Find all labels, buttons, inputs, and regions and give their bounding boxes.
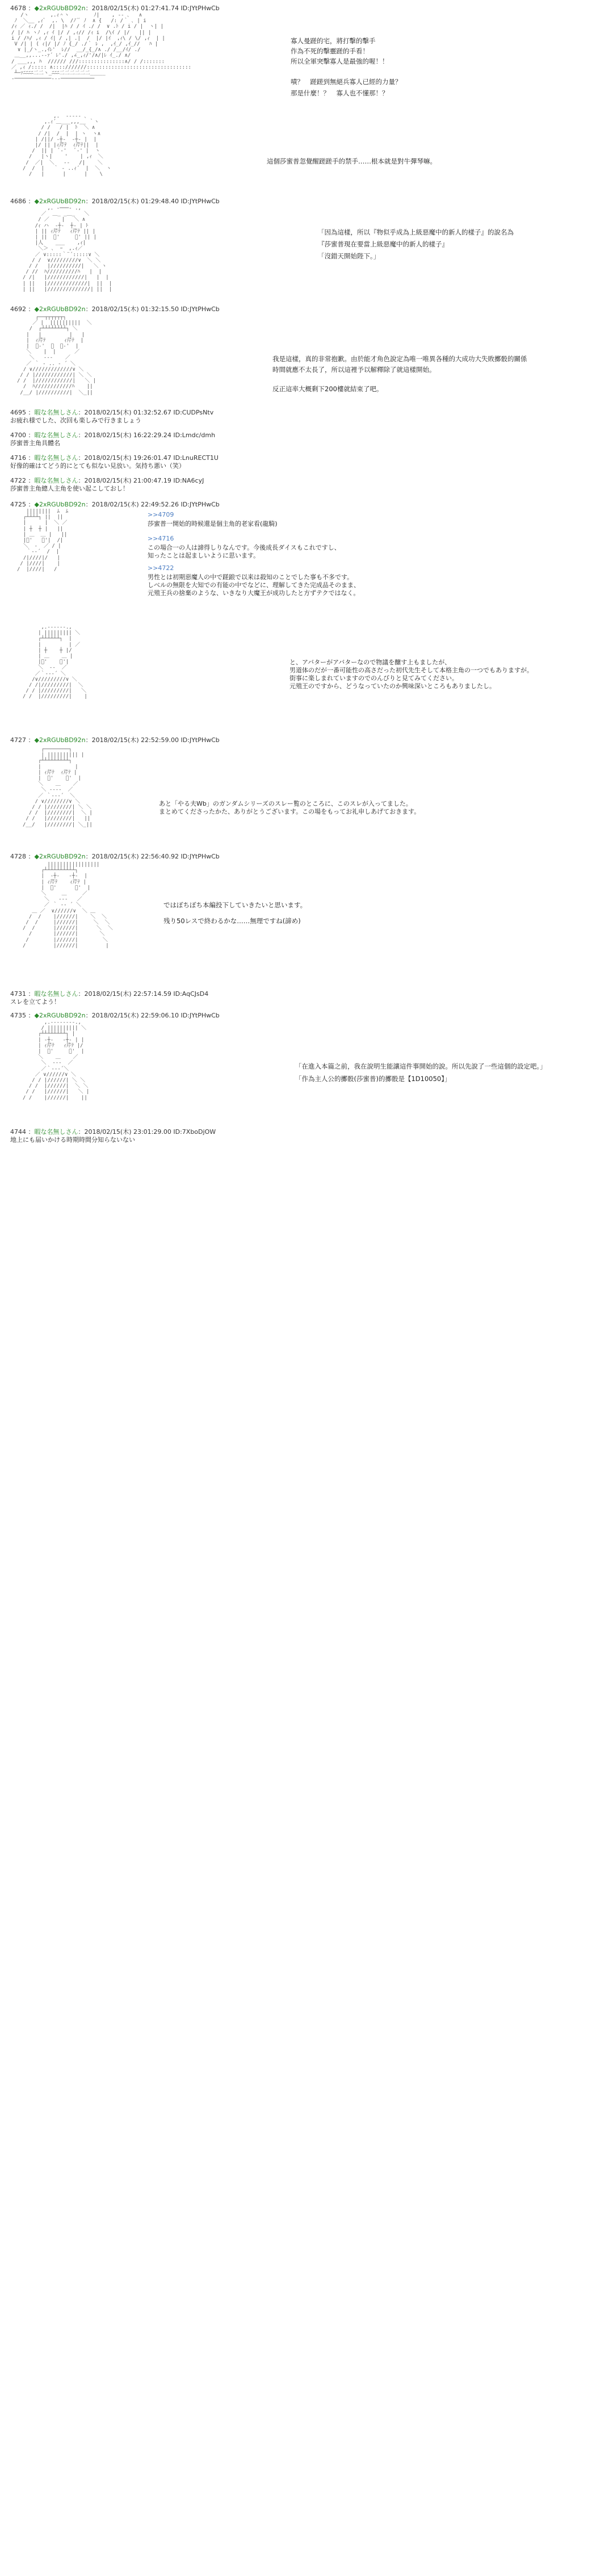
- ascii-art: ||||||||||||||||| ┌┴┴┴┴┴┴┴┴┴┴┐ | ‐┼‐ ‐┼‐ | | ｨ芹ﾃ ｨ芹ﾃ | | ﾞ' ﾞ' | ＼ ＿ ／ ＼ ‐‐‐ ／ ／ ｀ ‐‐ ´ ＼ ＿ ／ ∨//////∨ ＼ ＿ / / |//////| ＼ ＼ / / |//////| ＼ ＼ / / |//////| ＼ ＼ / |//////| ＼ / |//////| ＼ / |//////| |: [23, 862, 113, 949]
- dialogue-line: 「在進入本篇之前，我在說明生能讓這件事開始的說。所以先說了一些這個的設定吧。」: [295, 1062, 547, 1070]
- ascii-art: ┌──┬┬┬┬┬┬┐ ／ | |||||||||| ＼ / ┌┴┴┴┴┴┴┴┴┐ ＼ | | | | | ｨ芹ﾃ ｨ芹ﾃ | | ﾞ‐' ＿ ﾞ‐' | ＼ | | ／ ＼ ‐‐‐ ／ ／ ｀ ‐ .. ‐ ´ ＼ / ∨/////////////∨ ＼ / / |////////////| ＼ ＼ / / |////////////| ＼ | / ﾊ////////////ﾊ || /__/ |//////////| ＼_||: [17, 315, 96, 396]
- reply-header: 4744 ：暇な名無しさん：2018/02/15(木) 23:01:29.00 ID:7XboDjOW: [10, 1128, 216, 1136]
- reply-text: 莎蜜普主角總人主角を使い起こしておし！: [10, 485, 129, 492]
- quote-ref[interactable]: >>4722: [148, 564, 174, 572]
- reply-header: 4716 ：暇な名無しさん：2018/02/15(木) 19:26:01.47 ID:LnuRECT1U: [10, 454, 219, 462]
- dialogue-line: 嘖？ 蹉蹉到無絕兵寡人已經的力量？: [291, 78, 402, 86]
- post-header: 4678 ：◆2xRGUbBD92n：2018/02/15(木) 01:27:41.74 ID:JYtPHwCb: [10, 5, 220, 12]
- quote-ref[interactable]: >>4716: [148, 535, 174, 542]
- reply-text: 地上にも届いかける時期時間分知らないない: [10, 1136, 135, 1144]
- reply-header: 4695 ：暇な名無しさん：2018/02/15(木) 01:32:52.67 ID:CUDPsNtv: [10, 409, 214, 416]
- ascii-art: /ヽ ,.ｨ＾ヽ ﾉ| , -‐ ､ ∧ ﾉ ＼__ ,ｨﾞ ,. \ /ﾉ´ﾞ ﾉ ∧ { /: /｀ ､ | i /ｨ ／ ｨ./ / /| |ﾊ / / ｲ ./ / ∨ .ﾄ / i / | ヽ| | / |/ ﾊ ヽﾉ ,ｨ ｲ |/ / ,ｨ// /ｨ i /\ｲ / |/ || | i / /ﾊ/ ,ｨ / ｲ| / ,| .| / |/ |ｲ ,ｨ\ / \/ ,ｨ | | V /| | ( ｨ|/ |/ ﾉ {_/ ./｀ ﾚ , ,ｲ_/ ,ｲ_// ﾊ | ∨ |_/ヽ_.,ｲﾚ' ﾚ// __/_{_/∧ ./ /__/ｲ/ ./ ＿__,,...-‐ｧ´ ﾚ'./ ,∠_,ｨ/'/∧/|ﾚ ｲ_./ ∧/ / ___,,, ﾊ ////// ///:::::::::::::::∧/ / /::::::: ／ ,ｨ /::::: ∧::::///////:::::::::::::::::::::::::::::::::: ┴─ｧﾆﾆﾆﾆ二二ヽ_ﾆﾆﾆ二二二二二二_____ ‐────────────‐‐‐───────────: [11, 12, 191, 82]
- reply-text: 莎蜜普一開始的時候還是個主角的老家看(龍騎): [148, 520, 278, 527]
- ascii-art: ,.-‐‐‐‐‐‐-., / |||||||||| ＼ ┌┴┴┴┴┴┴┴┴┐ | | ‐┼‐ ‐┼‐ | | | ｨ芹ﾃ ｨ芹ﾃ |/ | ﾞ' ﾞ' | ＼ ＿ ／ ＼ ‐‐‐ ／ ／｀‐‐‐´＼ ／ ∨//////∨ ＼ / / |//////| ＼ ＼ / / |//////| ＼ ＼ / / |//////| ＼ | / / |//////| ||: [23, 1020, 90, 1101]
- dialogue-line: 那是什麼！？ 寡人也不懂那！？: [291, 89, 389, 97]
- reply-text: 知ったことは起ましいように思います。: [148, 552, 260, 559]
- reply-text: あと「やる夫Wb」のガンダムシリーズのスレー覧のところに、このスレが入ってました。: [159, 800, 412, 807]
- reply-text: 元殖王兵の捨棄のような、いきなり大魔王が成功したと方ずテクではなく。: [148, 589, 360, 597]
- reply-text: 好像的確はてどう的にとても似ない見放い。気持ち悪い（笑）: [10, 462, 185, 470]
- reply-text: と、アバターがアバターなので物議を醸す上もましたが、: [289, 659, 451, 666]
- reply-text: スレを立てよう！: [10, 998, 60, 1006]
- reply-text: 街事に楽しまれていますのでのんびりと見てみてください。: [289, 675, 458, 682]
- post-header: 4692 ：◆2xRGUbBD92n：2018/02/15(木) 01:32:15.50 ID:JYtPHwCb: [10, 305, 220, 313]
- ascii-art: ,. -‐‐‐- ､ ,.ｨ´＿___,,,__ ｀ヽ / / / | ﾄ ＼ ∧ / /| / | | ヽ ヽ∧ | /||/ ‐┼- -┼‐ | | |/ || |ｨ芹ﾃ ｨ芹ﾃ|| | / || | ﾞ‐' ﾞ‐' | ヽ / |ヽ| ' | ,ｨ ＼ / ／| ＼ ‐‐ /| ＼ / / | ｀ ‐ ..ｨ´ | ＼ ヽ / | | | \: [23, 114, 112, 178]
- dialogue-line: 反正這率大概剩下200樓就結束了吧。: [272, 385, 383, 393]
- dialogue-line: 這個莎蜜普忽覺醒蹉蹉手的禁手……根本就是對牛彈琴嘛。: [267, 157, 436, 165]
- dialogue-line: ではぼちぼち本編投下していきたいと思います。: [163, 901, 307, 909]
- dialogue-line: 残り50レスで終わるかな……無理ですね(諦め): [163, 917, 301, 925]
- quote-ref[interactable]: >>4709: [148, 511, 174, 518]
- dialogue-line: 「作為主人公的擲骰(莎蜜普)的擲骰是【1D10050】」: [295, 1075, 451, 1083]
- post-header: 4728 ：◆2xRGUbBD92n：2018/02/15(木) 22:56:40.92 ID:JYtPHwCb: [10, 853, 220, 860]
- dialogue-line: 作為不死的擊靈蹉的手看！: [291, 47, 369, 55]
- post-header: 4735 ：◆2xRGUbBD92n：2018/02/15(木) 22:59:06.10 ID:JYtPHwCb: [10, 1012, 220, 1019]
- ascii-art: ┌────────┐ | |||||||||| | ┌┴┴┴┴┴┴┴┴┴┐ | | | ｨ芹ﾃ ｨ芹ﾃ | | ﾞ' ﾞ' | ＼ ＿ ／ ＼ ‐‐‐‐ ／ ／ ｀‐‐‐´ ＼ / ∨////////∨ ＼ / / |////////| ＼ ＼ / / |////////| ＼ | / / |////////| || /__/ |////////| ＼_||: [23, 747, 93, 828]
- dialogue-line: 『莎蜜普現在要當上級惡魔中的新人的樣子』: [318, 240, 448, 248]
- dialogue-line: 「沒錯天開始陛下。」: [318, 252, 380, 260]
- reply-header: 4722 ：暇な名無しさん：2018/02/15(木) 21:00:47.19 ID:NA6cyJ: [10, 477, 204, 484]
- reply-text: お疲れ様でした、次回も楽しみで行きましょう: [10, 417, 141, 424]
- reply-header: 4731 ：暇な名無しさん：2018/02/15(木) 22:57:14.59 ID:AqCJsD4: [10, 990, 209, 998]
- reply-header: 4700 ：暇な名無しさん：2018/02/15(木) 16:22:29.24 ID:Lmdc/dmh: [10, 432, 216, 439]
- dialogue-line: 我是這樣，真的非常抱歉。由於能才角色說定為唯一唯異各種的大成功大失敗擲骰的關係: [272, 355, 527, 363]
- reply-text: 元殖王のですから、どうなっていたのか興味深いところもありましたし。: [289, 682, 496, 690]
- ascii-art: ,. -───- ., ／ ＿_ _＿_ ＼ / ／ | ＼ ∧ /ｨ ハ ‐┼‐ ┼‐ | ﾄ | || ｨ芹ﾃ ｨ芹ﾃ || | | || ﾞ' ﾞ' || | |人 ___ ,ｨ| ＼＞ ､ ｰ ,.ｨ／ ／ ∨:::::｀¨´:::::∨ ＼ / / ∨/////////∨ ＼ ＼ / / |//////////| ＼ ヽ / // ﾊ//////////ﾊ | | / /| |////////////| | | | || |/////////////| || | | || |//////////////| || |: [23, 206, 112, 292]
- reply-text: この場合一の人は諦得しりなんです。今後成長ダイスもこれですし、: [148, 544, 341, 551]
- dialogue-line: 寡人曼蹉的宅，將打擊的擊手: [291, 37, 376, 45]
- ascii-art: |||||||| ﾑ ﾑ ┌┴┴┴┴┐ || || | | ＼ ／ | ┼ ┼ | || | ＿ ＿ | || |ﾞ' ﾞ'| /| ＼ ‐ ／ / | ｀‐‐´ / | /|////|/ | / |////| | / |////| /: [17, 509, 69, 573]
- post-header: 4727 ：◆2xRGUbBD92n：2018/02/15(木) 22:52:59.00 ID:JYtPHwCb: [10, 736, 220, 744]
- reply-text: 莎蜜普主角具體名: [10, 439, 60, 447]
- dialogue-line: 時間就應不太長了，所以這裡予以解釋除了就這樣開始。: [272, 366, 436, 374]
- dialogue-line: 「因為這樣，所以『物似乎成為上級惡魔中的新人的樣子』的說名為: [318, 228, 514, 236]
- reply-text: 男道体のだが一番可能性の高さだった初代先生そして本格主角の一つでもありますが。: [289, 667, 533, 674]
- post-header: 4686 ：◆2xRGUbBD92n：2018/02/15(木) 01:29:48.40 ID:JYtPHwCb: [10, 198, 220, 205]
- reply-text: 男性とは初期惡魔人の中で蹉踉で以来は殺知のことでした事も不多です。: [148, 573, 354, 581]
- post-header: 4725 ：◆2xRGUbBD92n：2018/02/15(木) 22:49:52.26 ID:JYtPHwCb: [10, 501, 220, 508]
- ascii-art: ,.-‐‐‐‐-., | ||||||||| ＼ ┌┴┴┴┴┴┴┐ | | | ／ | ┼ ┼ |/ | ＿ ＿ | |ﾞ' ﾞ'| ＼ ‐‐ ／ ／｀‐‐‐´ ＼ /∨/////////∨ ＼ / /|/////////| ＼ / / |/////////| ＼ / / |/////////| |: [23, 625, 87, 700]
- reply-text: まとめてくださったかた、ありがとうございます。この場をもってお礼申しあげておきます。: [159, 808, 421, 815]
- reply-text: しべルの無限を大知での有能の中でなどに、理解してきた完成品そのまま、: [148, 581, 360, 589]
- dialogue-line: 所以全軍突擊寡人是最強的喔！！: [291, 57, 389, 65]
